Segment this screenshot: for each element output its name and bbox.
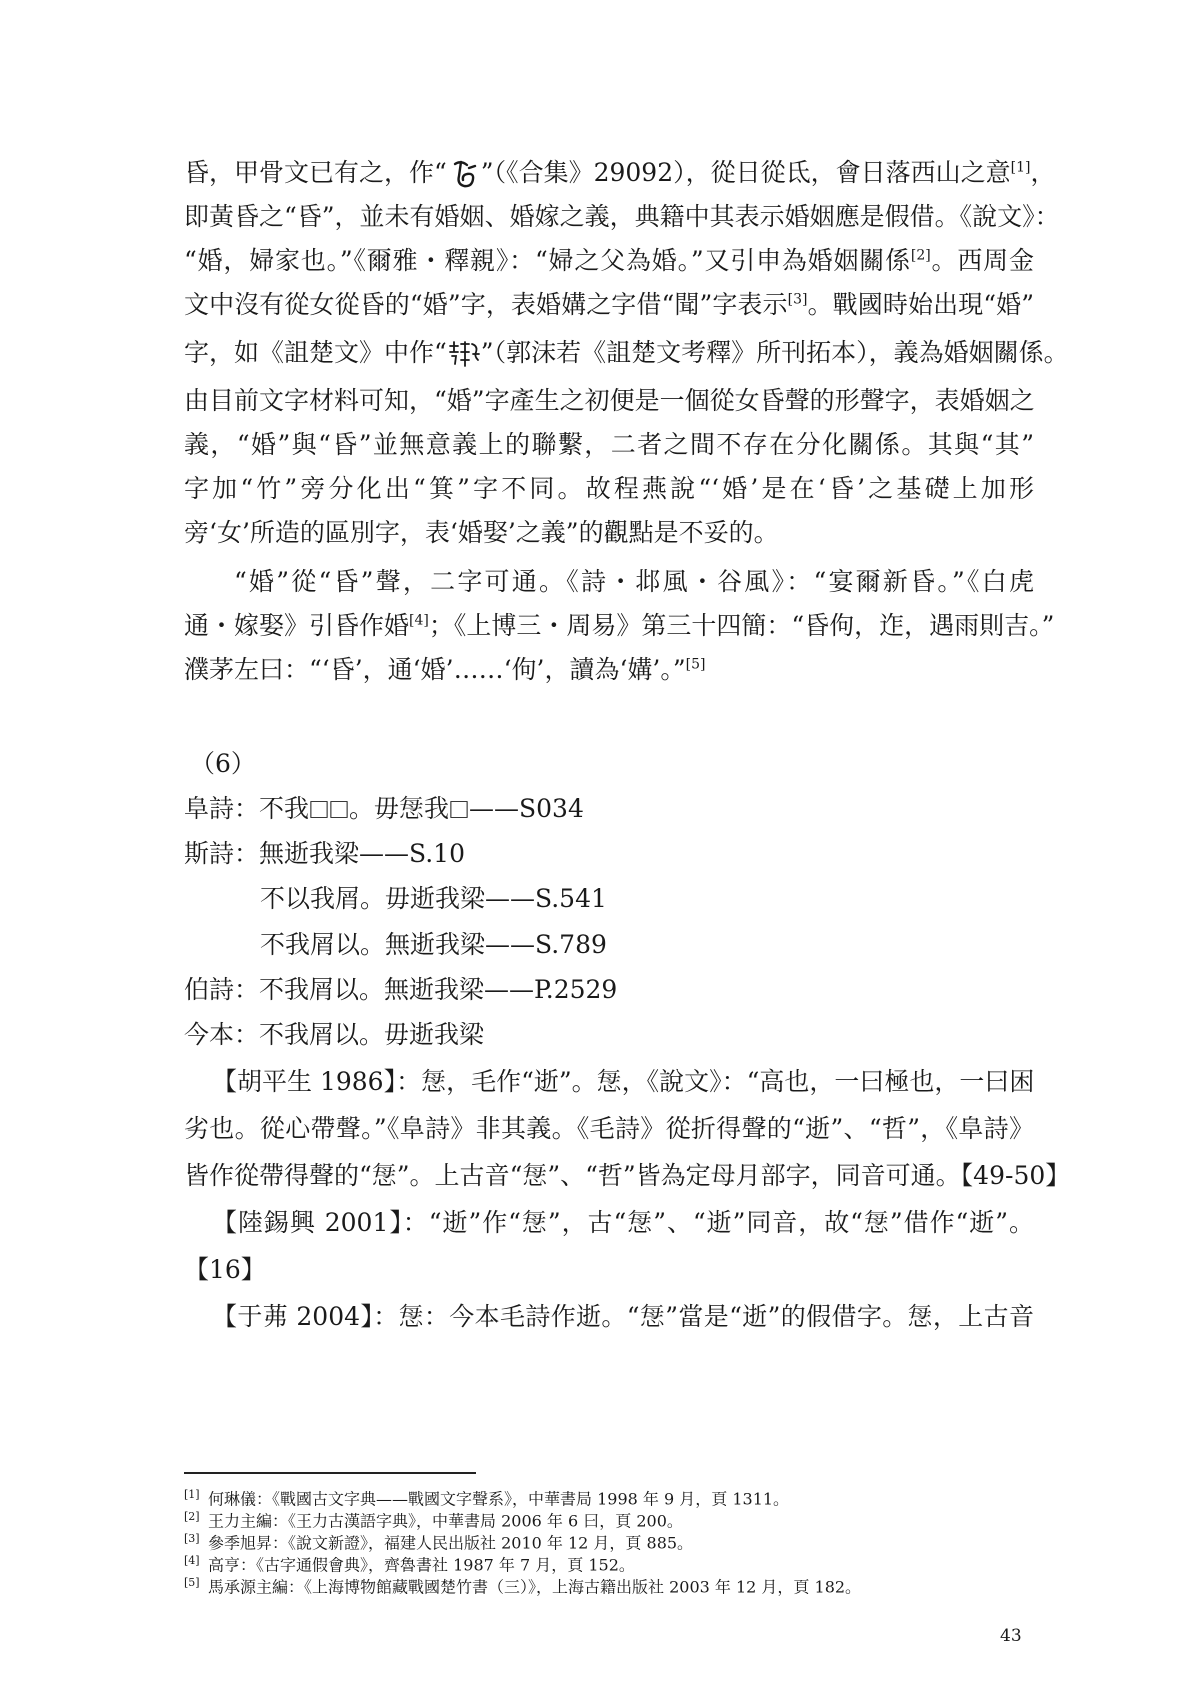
commentary-line: 皆作從帶得聲的“𢙽”。上古音“𢙽”、“哲”皆為定母月部字，同音可通。【49-50】: [184, 1161, 1071, 1190]
variant-line: 不我屑以。無逝我梁——S.789: [260, 930, 607, 959]
footnote-divider: [184, 1472, 476, 1474]
paragraph-line: 通・嫁娶》引昏作婚[4]；《上博三・周易》第三十四簡：“昏佝，迮，遇雨則吉。”: [184, 611, 1055, 640]
oracle-bone-glyph-icon: [447, 158, 481, 192]
paragraph-line: 由目前文字材料可知，“婚”字產生之初便是一個從女昏聲的形聲字，表婚姻之: [184, 386, 1035, 415]
footnote-mark: [2]: [184, 1510, 200, 1523]
commentary-line: 【于茀 2004】：𢙽：今本毛詩作逝。“𢙽”當是“逝”的假借字。𢙽，上古音: [212, 1302, 1034, 1331]
variant-line: 伯詩：不我屑以。無逝我梁——P.2529: [184, 975, 618, 1004]
paragraph-line: 旁‘女’所造的區別字，表‘婚娶’之義”的觀點是不妥的。: [184, 518, 779, 547]
commentary-line: 劣也。從心帶聲。”《阜詩》非其義。《毛詩》從折得聲的“逝”、“哲”，《阜詩》: [184, 1114, 1034, 1143]
footnote-text: 何琳儀：《戰國古文字典——戰國文字聲系》，中華書局 1998 年 9 月，頁 1311。: [208, 1489, 790, 1509]
variant-line: 今本：不我屑以。毋逝我梁: [184, 1020, 485, 1049]
footnote: [184, 1572, 1004, 1598]
bronze-script-glyph-icon: [447, 338, 481, 372]
footnote-mark: [1]: [184, 1488, 200, 1501]
footnote-text: 高亨：《古字通假會典》，齊魯書社 1987 年 7 月，頁 152。: [208, 1555, 635, 1575]
paragraph-line: 濮茅左曰：“‘昏’，通‘婚’……‘佝’，讀為‘媾’。”[5]: [184, 655, 706, 684]
variant-line: 不以我屑。毋逝我梁——S.541: [260, 884, 607, 913]
section-number: （6）: [190, 749, 256, 778]
footnote-mark: [4]: [184, 1554, 200, 1567]
paragraph-line: 文中沒有從女從昏的“婚”字，表婚媾之字借“聞”字表示[3]。戰國時始出現“婚”: [184, 290, 1035, 319]
paragraph-line: “婚”從“昏”聲，二字可通。《詩・邶風・谷風》：“宴爾新昏。”《白虎: [234, 567, 1034, 596]
paragraph-line: 即黃昏之“昏”，並未有婚姻、婚嫁之義，典籍中其表示婚姻應是假借。《說文》：: [184, 202, 1060, 231]
paragraph-line: 義，“婚”與“昏”並無意義上的聯繫，二者之間不存在分化關係。其與“其”: [184, 430, 1034, 459]
footnote-mark: [5]: [184, 1576, 200, 1589]
footnote-text: 參季旭昇：《說文新證》，福建人民出版社 2010 年 12 月，頁 885。: [208, 1533, 694, 1553]
page-number: 43: [1000, 1626, 1022, 1646]
commentary-line: 【16】: [184, 1255, 266, 1284]
variant-line: 阜詩：不我☐☐。毋𢙽我☐——S034: [184, 794, 584, 823]
commentary-line: 【胡平生 1986】：𢙽，毛作“逝”。𢙽，《說文》：“高也，一曰極也，一曰困: [212, 1067, 1035, 1096]
footnote-mark: [3]: [184, 1532, 200, 1545]
commentary-line: 【陸錫興 2001】：“逝”作“𢙽”，古“𢙽”、“逝”同音，故“𢙽”借作“逝”。: [212, 1208, 1034, 1237]
paragraph-line: “婚，婦家也。”《爾雅・釋親》：“婦之父為婚。”又引申為婚姻關係[2]。西周金: [184, 246, 1034, 275]
footnote-text: 王力主編：《王力古漢語字典》，中華書局 2006 年 6 曰，頁 200。: [208, 1511, 683, 1531]
paragraph-line: 字加“竹”旁分化出“箕”字不同。故程燕說“‘婚’是在‘昏’之基礎上加形: [184, 474, 1034, 503]
paragraph-line: 昏，甲骨文已有之，作“ ”（《合集》29092），從日從氐，會日落西山之意[1]，: [184, 153, 1034, 193]
paragraph-line: 字，如《詛楚文》中作“ ”（郭沫若《詛楚文考釋》所刊拓本），義為婚姻關係。: [184, 333, 1034, 373]
footnote-text: 馬承源主編：《上海博物館藏戰國楚竹書（三）》，上海古籍出版社 2003 年 12 月，頁 182。: [208, 1577, 862, 1597]
variant-line: 斯詩：無逝我梁——S.10: [184, 839, 465, 868]
